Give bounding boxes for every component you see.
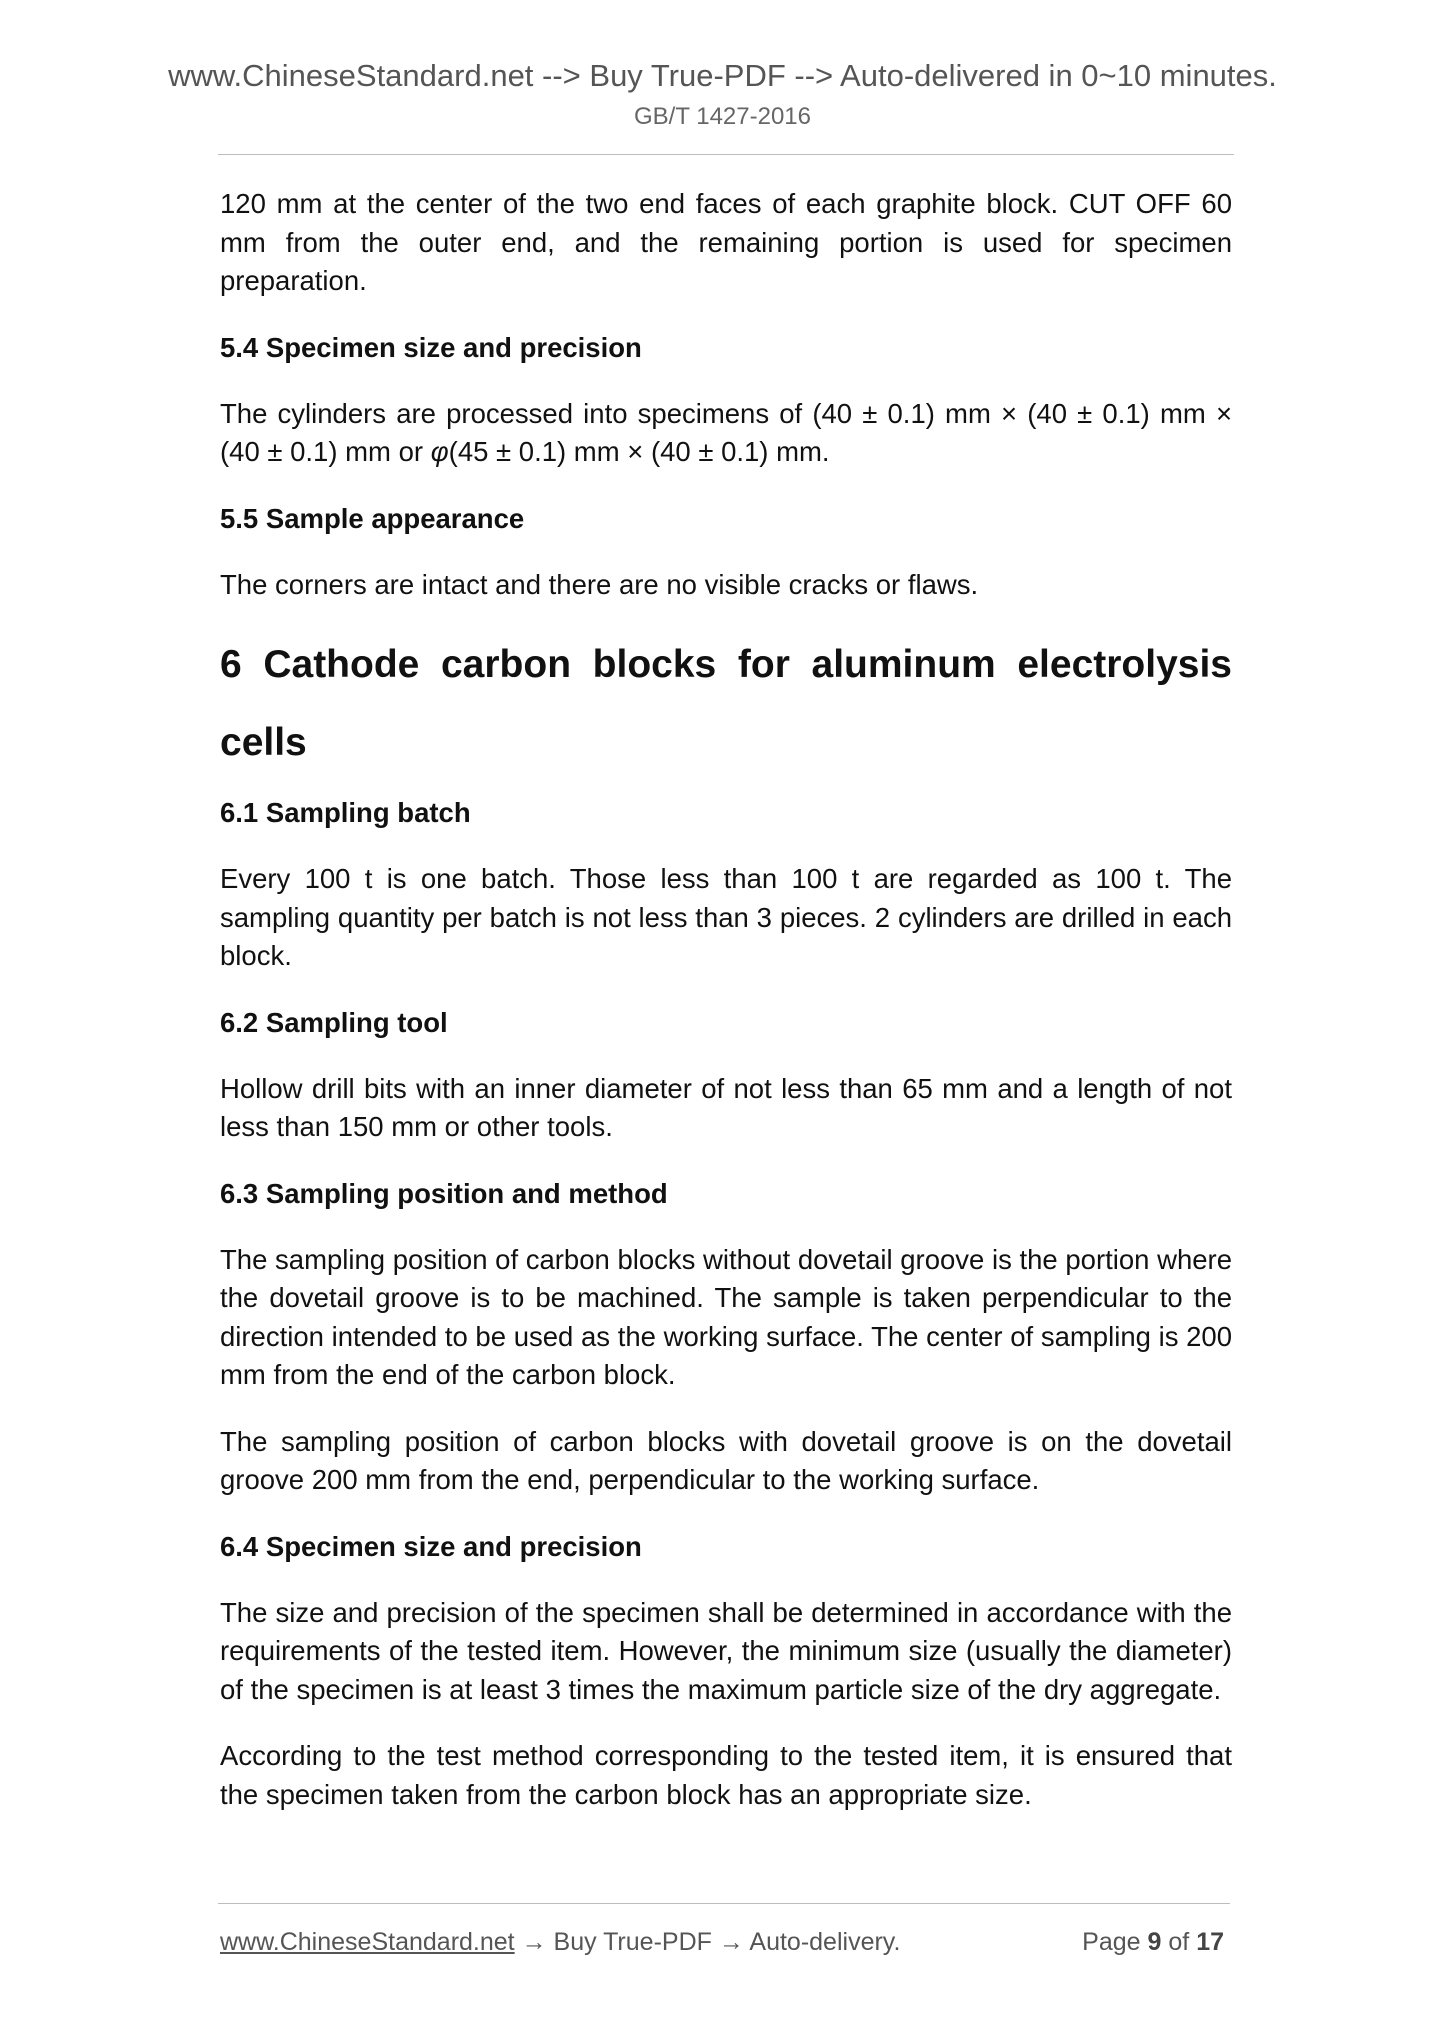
section-5-5-heading: 5.5 Sample appearance <box>220 502 525 534</box>
section-6-2-paragraph: Hollow drill bits with an inner diameter of not less than 65 mm and a length of not less than 150 mm or other tools. <box>220 1072 1232 1142</box>
section-6-4-paragraph-1: The size and precision of the specimen shall be determined in accordance with the requirements of the tested item. However, the minimum size (usually the diameter) of the specimen is at least 3 times the maximum particle size of the dry aggregate. <box>220 1596 1232 1705</box>
footer-promo <box>220 1924 900 1960</box>
section-5-4-paragraph <box>220 395 1232 472</box>
section-6-heading: 6 Cathode carbon blocks for aluminum electrolysis cells <box>220 643 1232 764</box>
intro-paragraph: 120 mm at the center of the two end faces of each graphite block. CUT OFF 60 mm from the outer end, and the remaining portion is used for specimen preparation. <box>220 188 1232 296</box>
section-6-4-paragraph-2: According to the test method corresponding to the tested item, it is ensured that the specimen taken from the carbon block has an appropriate size. <box>220 1740 1232 1810</box>
section-6-3-heading: 6.3 Sampling position and method <box>220 1177 668 1209</box>
section-6-3-paragraph-1: The sampling position of carbon blocks without dovetail groove is the portion where the dovetail groove is to be machined. The sample is taken perpendicular to the direction intended to be used as the working surface. The center of sampling is 200 mm from the end of the carbon block. <box>220 1243 1232 1390</box>
footer-promo-text: → Buy True-PDF → Auto-delivery. <box>514 1928 901 1956</box>
header-standard-number: GB/T 1427-2016 <box>633 103 811 130</box>
of-label: of <box>1168 1928 1190 1956</box>
section-6-4-heading: 6.4 Specimen size and precision <box>220 1530 642 1562</box>
total-pages-number: 17 <box>1196 1928 1224 1956</box>
section-6-1-heading: 6.1 Sampling batch <box>220 797 471 828</box>
section-5-4-heading: 5.4 Specimen size and precision <box>220 331 642 363</box>
section-5-4-text-b: (45 ± 0.1) mm × (40 ± 0.1) mm. <box>448 436 830 467</box>
section-5-5-paragraph: The corners are intact and there are no visible cracks or flaws. <box>220 568 979 600</box>
header-divider <box>218 154 1234 155</box>
section-6-3-paragraph-2: The sampling position of carbon blocks with dovetail groove is on the dovetail groove 200 mm from the end, perpendicular to the working surface. <box>220 1425 1232 1495</box>
footer-divider <box>218 1903 1230 1904</box>
page-header <box>0 56 1445 134</box>
document-body <box>220 185 1232 1814</box>
footer-site-link[interactable]: www.ChineseStandard.net <box>220 1928 515 1956</box>
page-number <box>1082 1924 1224 1960</box>
section-6-2-heading: 6.2 Sampling tool <box>220 1006 448 1038</box>
page-label: Page <box>1082 1928 1141 1956</box>
section-5-4-text-a: The cylinders are processed into specimens of (40 ± 0.1) mm × (40 ± 0.1) mm × (40 ± 0.1) mm or <box>220 397 1232 467</box>
current-page-number: 9 <box>1147 1928 1162 1956</box>
section-6-1-paragraph: Every 100 t is one batch. Those less than 100 t are regarded as 100 t. The sampling quantity per batch is not less than 3 pieces. 2 cylinders are drilled in each block. <box>220 863 1232 971</box>
header-banner-text: www.ChineseStandard.net --> Buy True-PDF --> Auto-delivered in 0~10 minutes. <box>168 58 1277 93</box>
phi-symbol: φ <box>430 436 449 467</box>
